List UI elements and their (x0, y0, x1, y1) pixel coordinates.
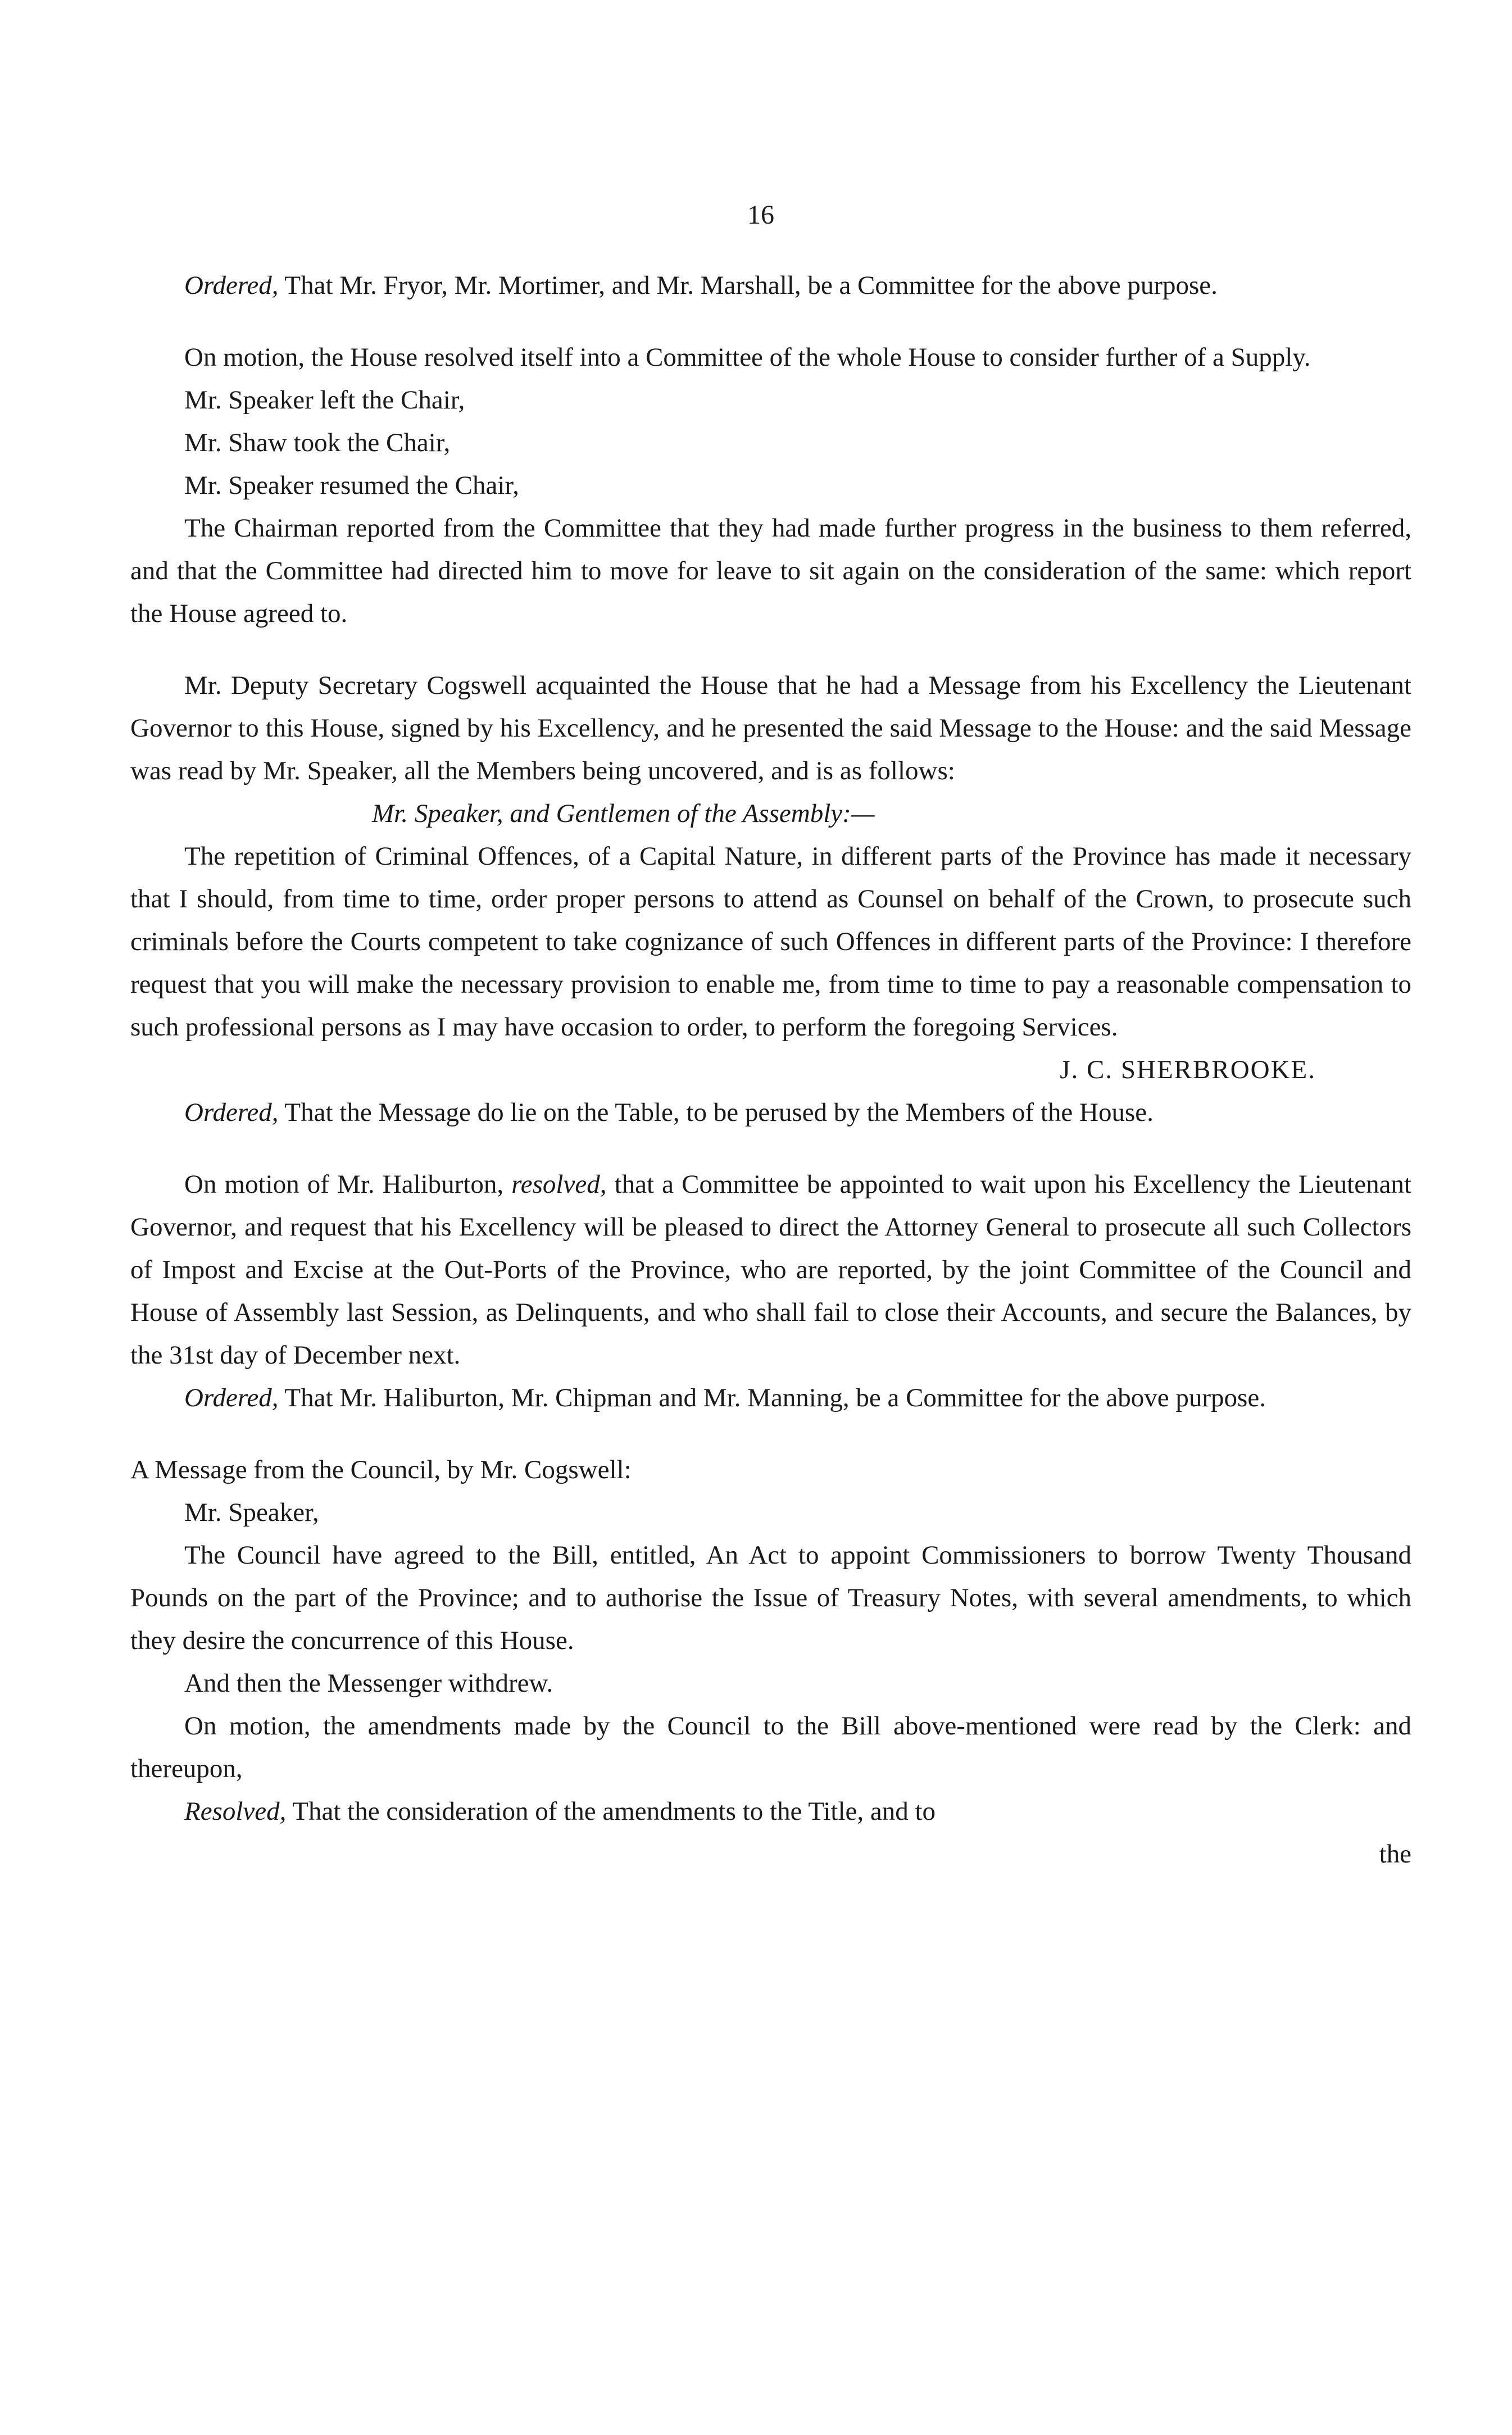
paragraph-text: That the consideration of the amendments to the Title, and to (286, 1797, 936, 1826)
paragraph-haliburton-motion (130, 1163, 1411, 1376)
paragraph-message-intro: Mr. Deputy Secretary Cogswell acquainted the House that he had a Message from his Excellency the Lieutenant Governor to this House, signed by his Excellency, and he presented the said Message to the House: and the said Message was read by Mr. Speaker, all the Members being uncovered, and is as follows: (130, 671, 1411, 785)
paragraph-chairman-report: The Chairman reported from the Committee that they had made further progress in the business to them referred, and that the Committee had directed him to move for leave to sit again on the consideration of the same: which report the House agreed to. (130, 514, 1411, 628)
paragraph-committee-order (130, 264, 1411, 307)
resolved-label: resolved, (511, 1170, 607, 1199)
message-address: Mr. Speaker, and Gentlemen of the Assembly:— (372, 799, 875, 828)
paragraph-text: That Mr. Haliburton, Mr. Chipman and Mr. Manning, be a Committee for the above purpose. (278, 1383, 1266, 1412)
ordered-label: Ordered, (184, 1098, 279, 1127)
council-message-address: Mr. Speaker, (184, 1498, 319, 1527)
shaw-took-line: Mr. Shaw took the Chair, (184, 428, 451, 457)
paragraph-supply-motion: On motion, the House resolved itself into a Committee of the whole House to consider further of a Supply. (184, 343, 1311, 372)
speaker-resumed-line: Mr. Speaker resumed the Chair, (184, 471, 519, 500)
paragraph-resolved-consideration (130, 1790, 1411, 1833)
ordered-label: Ordered, (184, 1383, 279, 1412)
paragraph-amendments-read: On motion, the amendments made by the Council to the Bill above-mentioned were read by the Clerk: and thereupon, (130, 1711, 1411, 1783)
paragraph-haliburton-committee (130, 1376, 1411, 1419)
catchword: the (1379, 1839, 1411, 1869)
paragraph-text: that a Committee be appointed to wait upon his Excellency the Lieutenant Governor, and request that his Excellency will be pleased to direct the Attorney General to prosecute all such Collectors of Impost and Excise at the Out-Ports of the Province, who are reported, by the joint Committee of the Council and House of Assembly last Session, as Delinquents, and who shall fail to close their Accounts, and secure the Balances, by the 31st day of December next. (130, 1170, 1411, 1370)
message-signature: J. C. SHERBROOKE. (1060, 1055, 1316, 1084)
paragraph-council-bill: The Council have agreed to the Bill, entitled, An Act to appoint Commissioners to borrow Twenty Thousand Pounds on the part of the Province; and to authorise the Issue of Treasury Notes, with several amendments, to which they desire the concurrence of this House. (130, 1541, 1411, 1655)
paragraph-message-order (130, 1091, 1411, 1134)
council-message-heading: A Message from the Council, by Mr. Cogswell: (130, 1455, 632, 1484)
resolved-label: Resolved, (184, 1797, 287, 1826)
page-number: 16 (747, 200, 774, 230)
speaker-left-line: Mr. Speaker left the Chair, (184, 385, 465, 415)
paragraph-text: That Mr. Fryor, Mr. Mortimer, and Mr. Marshall, be a Committee for the above purpose. (278, 271, 1218, 300)
ordered-label: Ordered, (184, 271, 279, 300)
journal-text (130, 264, 1411, 1875)
paragraph-text: That the Message do lie on the Table, to be perused by the Members of the House. (278, 1098, 1154, 1127)
paragraph-message-body: The repetition of Criminal Offences, of a Capital Nature, in different parts of the Province has made it necessary that I should, from time to time, order proper persons to attend as Counsel on behalf of the Crown, to prosecute such criminals before the Courts competent to take cognizance of such Offences in different parts of the Province: I therefore request that you will make the necessary provision to enable me, from time to time to pay a reasonable compensation to such professional persons as I may have occasion to order, to perform the foregoing Services. (130, 842, 1411, 1042)
paragraph-messenger-withdrew: And then the Messenger withdrew. (184, 1669, 553, 1698)
paragraph-text: On motion of Mr. Haliburton, (184, 1170, 512, 1199)
